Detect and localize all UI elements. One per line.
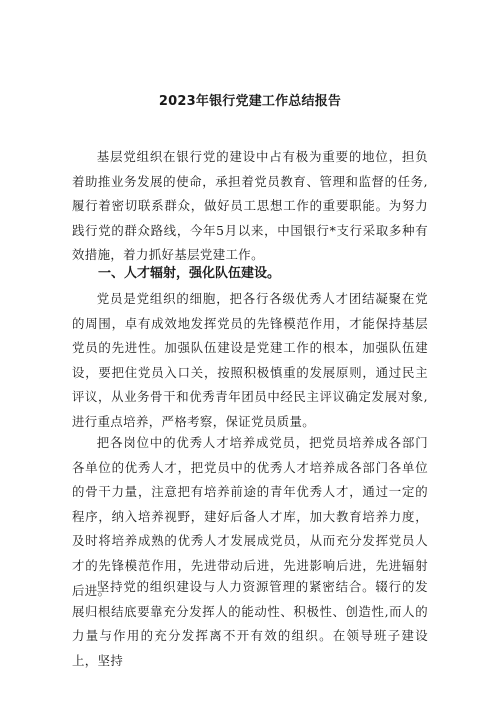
body-paragraph: 把各岗位中的优秀人才培养成党员，把党员培养成各部门各单位的优秀人才，把党员中的优秀人才培养成各部门各单位的骨干力量，注意把有培养前途的青年优秀人才，通过一定的程序，纳入培养视野，建好后备人才库，加大教育培养力度，及时将培养成熟的优秀人才发展成党员，从而充分发挥党员人才的先锋模范作用，先进带动后进，先进影响后进，先进辐射后进。 xyxy=(72,435,428,598)
intro-paragraph: 基层党组织在银行党的建设中占有极为重要的地位，担负着助推业务发展的使命，承担着党员教育、管理和监督的任务,履行着密切联系群众，做好员工思想工作的重要职能。为努力践行党的群众路线，今年5月以来，中国银行*支行采取多种有效措施，着力抓好基层党建工作。 xyxy=(72,149,428,263)
body-paragraph: 党员是党组织的细胞，把各行各级优秀人才团结凝聚在党的周围，卓有成效地发挥党员的先锋模范作用，才能保持基层党员的先进性。加强队伍建设是党建工作的根本，加强队伍建设，要把住党员入口关，按照积极慎重的发展原则，通过民主评议，从业务骨干和优秀青年团员中经民主评议确定发展对象,进行重点培养，严格考察，保证党员质量。 xyxy=(72,291,428,429)
section-heading: 一、人才辐射，强化队伍建设。 xyxy=(98,266,281,281)
body-paragraph: 坚持党的组织建设与人力资源管理的紧密结合。辍行的发展归根结底要靠充分发挥人的能动性、积极性、创造性,而人的力量与作用的充分发挥离不开有效的组织。在领导班子建设上，坚持 xyxy=(72,579,428,668)
document-title: 2023年银行党建工作总结报告 xyxy=(158,94,342,109)
